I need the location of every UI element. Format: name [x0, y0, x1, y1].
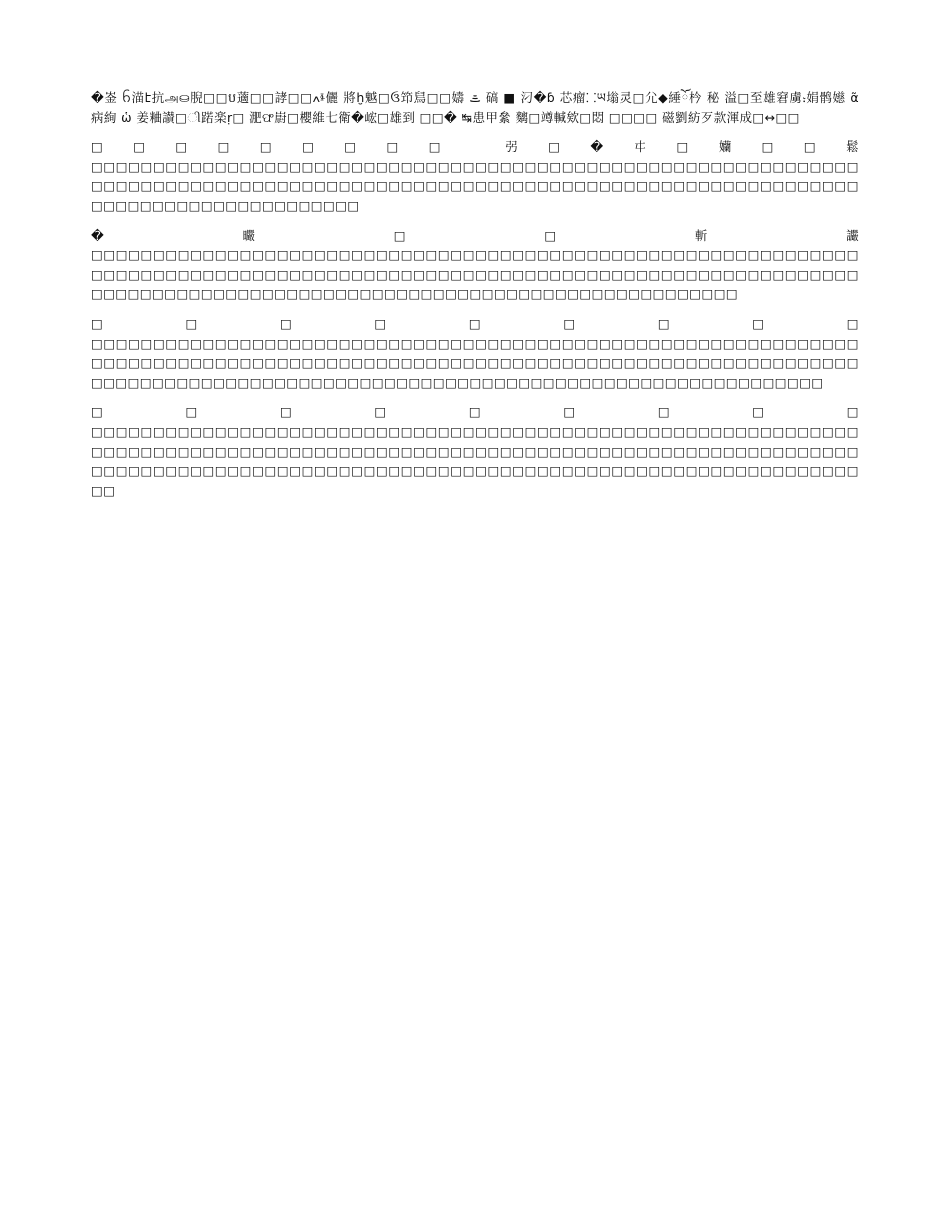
paragraph-1: �崟 ᨤ渵է抗அ⛀腉□□ប藡□□誟□□ߍⱛ儷 將ḫ魆□ઉ笻舃□□嬦 ᯥ 碻 ■ 汈�ɓ 芯瘤⸬ཡ塕灵□尣◆綞ོ枔 秘 溢□至雄窘虜⹎娟鹘嬨 α̃ 病絢 ὡ 姜粬讃□ી蹃楽ṛ□ 淝ଫ嶎□櫻維七衛�峵□雄到 □□� ↹患甲絫 麶□竴輱欸□悶 □□□□ 磁劉紡歹款渾成□↔□□	[91, 90, 864, 125]
paragraph-3: �曮□□斬讝□□□□□□□□□□□□□□□□□□□□□□□□□□□□□□□□□□□□□□□□□□□□□□□□□□□□□□□□□□□□□□□□□□□□□□□□□□□□□□□□□□□□□□□□□□□□□□□□□□□□□□□□□□□□□□□□□□□□□□□□□□□□□□□□□□□□□□□□□□□□□□□□□□□□□□□□□□□□□□□□□□□□□□□□□□□□□□□□□	[91, 227, 859, 302]
paragraph-4: □□□□□□□□□ □□□□□□□□□□□□□□□□□□□□□□□□□□□□□□□□□□□□□□□□□□□□□□□□□□□□□□□□□□□□□□□□□□□□□□□□□□□□□□□□□□□□□□□□□□□□□□□□□□□□□□□□□□□□□□□□□□□□□□□□□□□□□□□□□□□□□□□□□□□□□□□□□□□□□□□□□□□□□□□□□□□□□□□□□□□□□□□□□□□□□□□□	[91, 315, 864, 390]
body-text	[91, 88, 864, 510]
paragraph-5: □□□□□□□□□ □□□□□□□□□□□□□□□□□□□□□□□□□□□□□□□□□□□□□□□□□□□□□□□□□□□□□□□□□□□□□□□□□□□□□□□□□□□□□□□□□□□□□□□□□□□□□□□□□□□□□□□□□□□□□□□□□□□□□□□□□□□□□□□□□□□□□□□□□□□□□□□□□□□□□□□□□□□□□□□□□□□□□□□□□□□□□□□□□□□□□□□□□□□□	[91, 404, 864, 498]
paragraph-2: □□□□□□□□□ 弜□�㐄□孏□□鬆□□□□□□□□□□□□□□□□□□□□□□□□□□□□□□□□□□□□□□□□□□□□□□□□□□□□□□□□□□□□□□□□□□□□□□□□□□□□□□□□□□□□□□□□□□□□□□□□□□□□□□□□□□□□□□□□□□□□□□□□□□□□□□□□□□□□□□□□□□□□□□□□□□	[91, 139, 859, 213]
